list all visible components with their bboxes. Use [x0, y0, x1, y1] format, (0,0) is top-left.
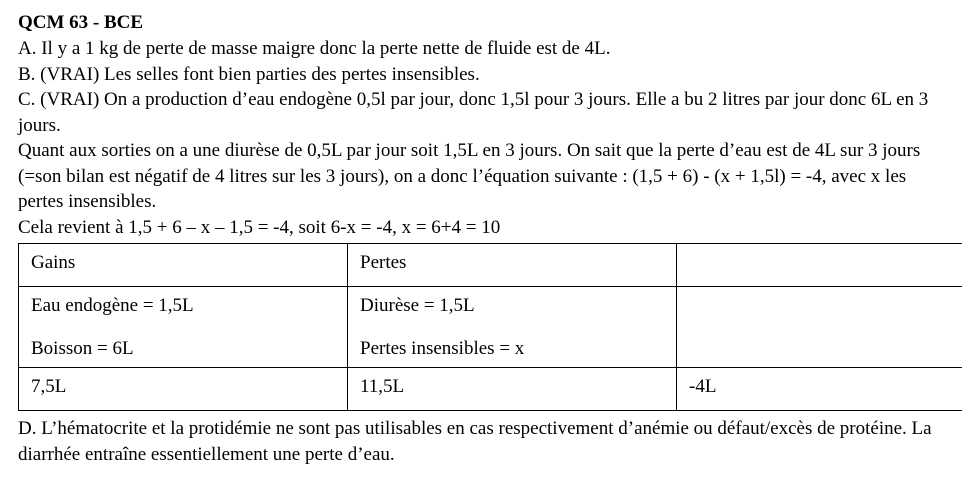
table-row: [19, 244, 962, 287]
statement-c: C. (VRAI) On a production d’eau endogène 0,5l par jour, donc 1,5l pour 3 jours. Elle a bu 2 litres par jour donc 6L en 3 jours.: [18, 89, 929, 136]
table-cell-pertes-detail: [348, 287, 677, 368]
statement-a: A. Il y a 1 kg de perte de masse maigre donc la perte nette de fluide est de 4L.: [18, 38, 611, 59]
table-total-balance: -4L: [677, 368, 962, 411]
table-header-gains: Gains: [19, 244, 348, 287]
table-total-gains: 7,5L: [19, 368, 348, 411]
statement-c-explanation: Quant aux sorties on a une diurèse de 0,5L par jour soit 1,5L en 3 jours. On sait que la perte d’eau est de 4L sur 3 jours (=son bilan est négatif de 4 litres sur les 3 jours), on a donc l’équation suivante : (1,5 + 6) - (x + 1,5l) = -4, avec x les pertes insensibles.: [18, 140, 921, 212]
statement-b: B. (VRAI) Les selles font bien parties des pertes insensibles.: [18, 63, 480, 85]
footer-section: [18, 416, 944, 467]
balance-table: [18, 243, 962, 411]
table-cell-gains-detail: [19, 287, 348, 368]
page-title: QCM 63 - BCE: [18, 12, 144, 33]
statement-c-result: Cela revient à 1,5 + 6 – x – 1,5 = -4, soit 6-x = -4, x = 6+4 = 10: [18, 216, 501, 238]
statement-d: D. L’hématocrite et la protidémie ne sont pas utilisables en cas respectivement d’anémie ou défaut/excès de protéine. La diarrhée entraîne essentiellement une perte d’eau.: [18, 418, 932, 465]
table-header-pertes: Pertes: [348, 244, 677, 287]
pertes-insensibles: Pertes insensibles = x: [360, 338, 525, 359]
table-row: [19, 287, 962, 368]
table-header-balance: [677, 244, 962, 287]
gains-eau-endogene: Eau endogène = 1,5L: [31, 295, 194, 316]
table-cell-balance-detail: [677, 287, 962, 368]
pertes-diurese: Diurèse = 1,5L: [360, 295, 475, 316]
table-row: [19, 368, 962, 411]
gains-boisson: Boisson = 6L: [31, 338, 134, 359]
table-total-pertes: 11,5L: [348, 368, 677, 411]
